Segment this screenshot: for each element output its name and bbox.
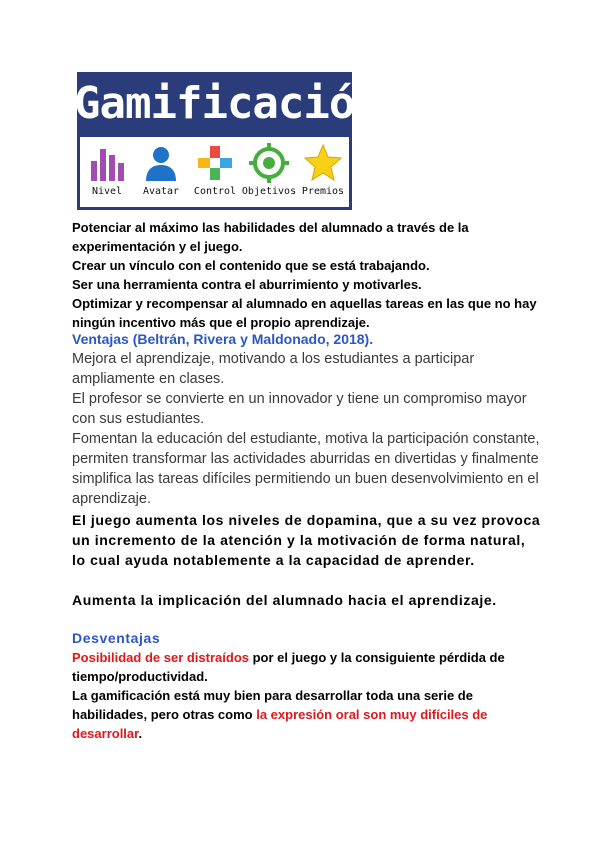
user-icon xyxy=(141,143,181,183)
desventaja-1 xyxy=(72,648,542,686)
objective-1: Potenciar al máximo las habilidades del alumnado a través de la experimentación y el juego. xyxy=(72,220,469,254)
desventaja-2 xyxy=(72,686,542,743)
icon-label-premios: Premios xyxy=(301,186,345,197)
premios-item xyxy=(296,137,350,207)
ventaja-2: El profesor se convierte en un innovador y tiene un compromiso mayor con sus estudiantes. xyxy=(72,391,527,427)
gamepad-icon xyxy=(195,143,235,183)
ventaja-1: Mejora el aprendizaje, motivando a los estudiantes a participar ampliamente en clases. xyxy=(72,351,475,387)
icon-label-objetivos: Objetivos xyxy=(241,186,297,197)
desventajas-heading: Desventajas xyxy=(72,630,161,646)
icon-strip xyxy=(80,137,349,207)
objective-3: Ser una herramienta contra el aburrimiento y motivarles. xyxy=(72,277,422,292)
icon-label-nivel: Nivel xyxy=(91,186,123,197)
gamification-banner xyxy=(74,72,380,210)
desventaja-1-rest: por el juego y la consiguiente pérdida de tiempo/productividad. xyxy=(72,650,505,684)
desventaja-2-start: La gamificación está muy bien para desarrollar toda una serie de habilidades, pero otras como xyxy=(72,688,473,722)
desventaja-2-end: . xyxy=(138,726,143,741)
ventajas-heading: Ventajas (Beltrán, Rivera y Maldonado, 2018). xyxy=(72,331,374,347)
ventaja-bold-2: Aumenta la implicación del alumnado hacia el aprendizaje. xyxy=(72,592,497,608)
objective-2: Crear un vínculo con el contenido que se está trabajando. xyxy=(72,258,430,273)
ventaja-bold-1: El juego aumenta los niveles de dopamina, que a su vez provoca un incremento de la atención y la motivación de forma natural, lo cual ayuda notablemente a la capacidad de aprender. xyxy=(72,512,541,568)
bar-chart-icon xyxy=(87,143,127,183)
nivel-item xyxy=(80,137,134,207)
avatar-item xyxy=(134,137,188,207)
objective-4: Optimizar y recompensar al alumnado en aquellas tareas en las que no hay ningún incentivo más que el propio aprendizaje. xyxy=(72,296,537,330)
ventaja-3: Fomentan la educación del estudiante, motiva la participación constante, permiten transformar las actividades aburridas en divertidas y finalmente simplifica las tareas difíciles permitiendo un buen desenvolvimiento en el aprendizaje. xyxy=(72,431,540,507)
star-icon xyxy=(303,143,343,183)
objetivos-item xyxy=(242,137,296,207)
banner-title: Gamificación xyxy=(74,78,380,129)
desventaja-2-highlight: la expresión oral son muy difíciles de desarrollar xyxy=(72,707,488,741)
desventaja-1-highlight: Posibilidad de ser distraídos xyxy=(72,650,249,665)
target-icon xyxy=(249,143,289,183)
control-item xyxy=(188,137,242,207)
icon-label-control: Control xyxy=(193,186,237,197)
icon-label-avatar: Avatar xyxy=(142,186,180,197)
